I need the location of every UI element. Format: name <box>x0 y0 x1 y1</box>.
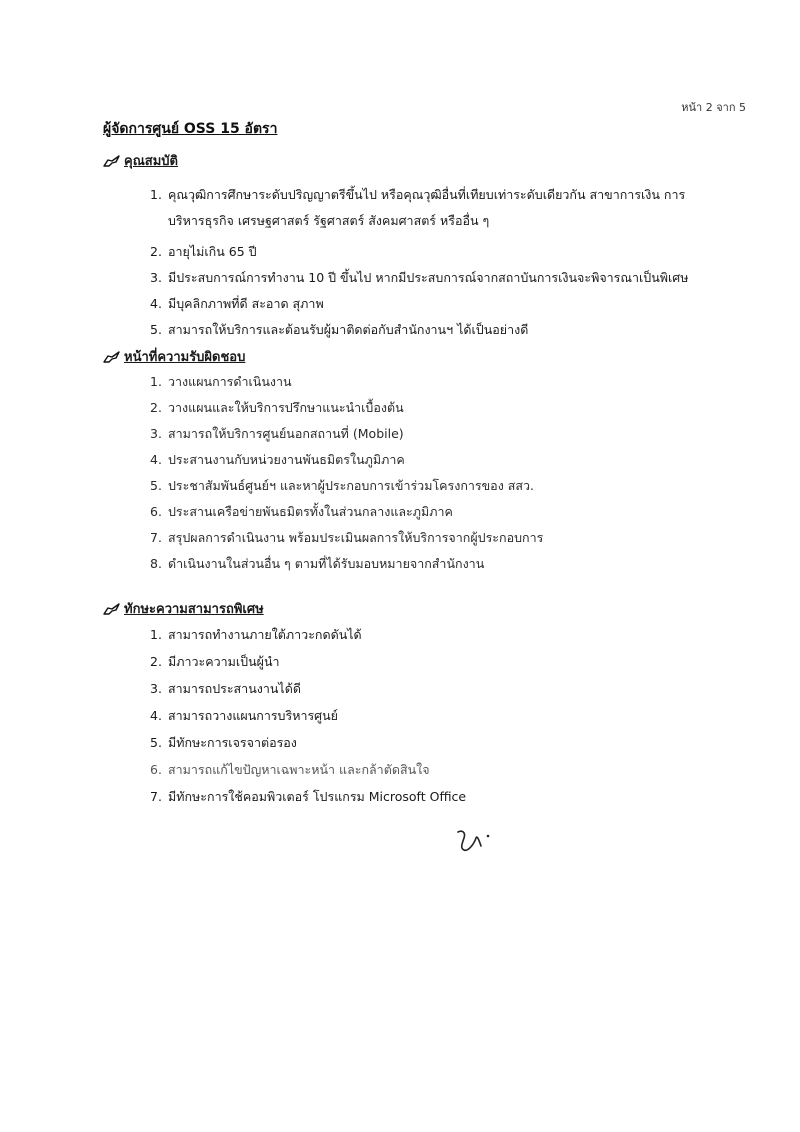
list-item-number: 1. <box>150 187 162 202</box>
list-item-number: 4. <box>150 296 162 311</box>
section-heading-label: หน้าที่ความรับผิดชอบ <box>124 350 246 365</box>
list-item-text: วางแผนและให้บริการปรึกษาแนะนำเบื้องต้น <box>168 400 404 415</box>
list-item-number: 2. <box>150 400 162 415</box>
list-item <box>150 681 750 697</box>
list-item-number: 2. <box>150 244 162 259</box>
list-item-text: สรุปผลการดำเนินงาน พร้อมประเมินผลการให้บริการจากผู้ประกอบการ <box>168 530 544 545</box>
list-item-text: ประชาสัมพันธ์ศูนย์ฯ และหาผู้ประกอบการเข้าร่วมโครงการของ สสว. <box>168 478 535 493</box>
list-item-text: มีประสบการณ์การทำงาน 10 ปี ขึ้นไป หากมีประสบการณ์จากสถาบันการเงินจะพิจารณาเป็นพิเศษ <box>168 270 689 285</box>
list-item <box>150 654 750 670</box>
list-item <box>150 374 750 390</box>
list-item-text: มีทักษะการใช้คอมพิวเตอร์ โปรแกรม Microsoft Office <box>168 789 467 804</box>
list-item <box>150 478 750 494</box>
list-item-text: มีภาวะความเป็นผู้นำ <box>168 654 280 669</box>
list-item <box>150 270 750 286</box>
list-item-number: 7. <box>150 789 162 804</box>
section-heading-responsibilities <box>103 346 245 367</box>
list-item-text: สามารถทำงานภายใต้ภาวะกดดันได้ <box>168 627 362 642</box>
list-item-number: 5. <box>150 735 162 750</box>
hand-pointer-icon <box>103 602 121 616</box>
list-item <box>150 627 750 643</box>
list-item <box>150 789 750 805</box>
list-item-text: มีบุคลิกภาพที่ดี สะอาด สุภาพ <box>168 296 324 311</box>
list-item-text: คุณวุฒิการศึกษาระดับปริญญาตรีขึ้นไป หรือคุณวุฒิอื่นที่เทียบเท่าระดับเดียวกัน สาขาการเงิน การบริหารธุรกิจ เศรษฐศาสตร์ รัฐศาสตร์ สังคมศาสตร์ หรืออื่น ๆ <box>168 187 686 228</box>
list-item-number: 8. <box>150 556 162 571</box>
list-item <box>150 556 750 572</box>
list-item <box>150 762 750 778</box>
list-item-number: 1. <box>150 627 162 642</box>
list-item <box>150 708 750 724</box>
list-item-text: สามารถประสานงานได้ดี <box>168 681 301 696</box>
hand-pointer-icon <box>103 154 121 168</box>
list-item <box>150 400 750 416</box>
page-number: หน้า 2 จาก 5 <box>681 101 746 114</box>
signature-mark <box>454 826 498 856</box>
list-item <box>150 244 750 260</box>
list-item-text: สามารถวางแผนการบริหารศูนย์ <box>168 708 338 723</box>
section-heading-label: คุณสมบัติ <box>124 154 178 169</box>
list-item <box>150 296 750 312</box>
list-item-text: ประสานงานกับหน่วยงานพันธมิตรในภูมิภาค <box>168 452 405 467</box>
list-item-number: 2. <box>150 654 162 669</box>
list-item-text: อายุไม่เกิน 65 ปี <box>168 244 257 259</box>
list-item-number: 3. <box>150 270 162 285</box>
list-item-number: 4. <box>150 708 162 723</box>
list-item-number: 6. <box>150 504 162 519</box>
list-item-number: 5. <box>150 322 162 337</box>
document-title: ผู้จัดการศูนย์ OSS 15 อัตรา <box>103 121 278 137</box>
list-item <box>150 182 750 234</box>
list-item <box>150 452 750 468</box>
section-heading-skills <box>103 598 264 619</box>
list-item-text: มีทักษะการเจรจาต่อรอง <box>168 735 297 750</box>
list-item-number: 6. <box>150 762 162 777</box>
list-item <box>150 735 750 751</box>
list-item <box>150 322 750 338</box>
list-item <box>150 426 750 442</box>
list-item-number: 3. <box>150 426 162 441</box>
skills-list <box>150 627 750 816</box>
list-item-number: 5. <box>150 478 162 493</box>
list-item-text: สามารถแก้ไขปัญหาเฉพาะหน้า และกล้าตัดสินใจ <box>168 762 430 777</box>
list-item-text: สามารถให้บริการศูนย์นอกสถานที่ (Mobile) <box>168 426 404 441</box>
list-item <box>150 530 750 546</box>
list-item-text: สามารถให้บริการและต้อนรับผู้มาติดต่อกับสำนักงานฯ ได้เป็นอย่างดี <box>168 322 529 337</box>
qualifications-list <box>150 182 750 348</box>
list-item-number: 3. <box>150 681 162 696</box>
section-heading-qualifications <box>103 150 178 171</box>
list-item-text: วางแผนการดำเนินงาน <box>168 374 292 389</box>
list-item <box>150 504 750 520</box>
section-heading-label: ทักษะความสามารถพิเศษ <box>124 602 264 617</box>
responsibilities-list <box>150 374 750 582</box>
list-item-text: ดำเนินงานในส่วนอื่น ๆ ตามที่ได้รับมอบหมายจากสำนักงาน <box>168 556 485 571</box>
list-item-text: ประสานเครือข่ายพันธมิตรทั้งในส่วนกลางและภูมิภาค <box>168 504 453 519</box>
list-item-number: 7. <box>150 530 162 545</box>
hand-pointer-icon <box>103 350 121 364</box>
list-item-number: 1. <box>150 374 162 389</box>
list-item-number: 4. <box>150 452 162 467</box>
